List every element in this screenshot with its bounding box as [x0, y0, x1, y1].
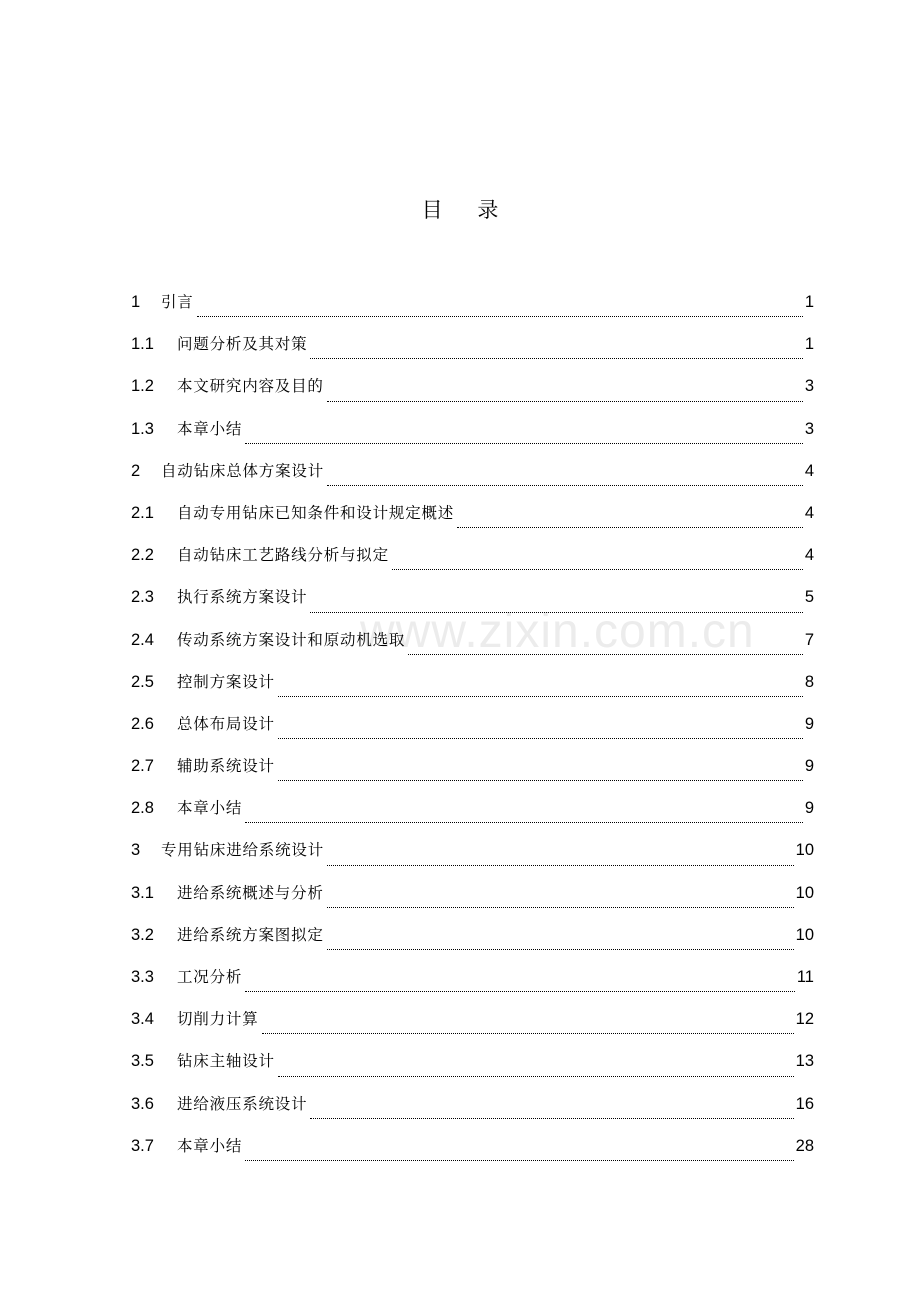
- toc-entry-page-number: 3: [804, 419, 814, 438]
- toc-entry-title: 问题分析及其对策: [177, 335, 308, 354]
- toc-entry-title: 专用钻床进给系统设计: [161, 841, 325, 860]
- toc-entry-title: 自动专用钻床已知条件和设计规定概述: [177, 503, 455, 522]
- toc-dot-leader: [310, 1118, 793, 1119]
- toc-dot-leader: [197, 316, 803, 317]
- toc-entry-page-number: 9: [804, 757, 814, 776]
- toc-entry[interactable]: [131, 288, 814, 330]
- toc-entry-page-number: 8: [804, 672, 814, 691]
- toc-title: 目 录: [421, 198, 513, 222]
- toc-entry-number: 2.2: [131, 546, 154, 565]
- toc-dot-leader: [327, 949, 794, 950]
- toc-entry-title: 引言: [161, 293, 194, 311]
- toc-entry-number: 1.2: [131, 377, 154, 396]
- toc-entry-page-number: 9: [804, 714, 814, 733]
- toc-dot-leader: [457, 527, 803, 528]
- toc-entry[interactable]: [131, 541, 814, 583]
- toc-entry-title: 自动钻床工艺路线分析与拟定: [177, 546, 389, 565]
- toc-entry-page-number: 4: [804, 503, 814, 522]
- toc-entry-page-number: 28: [795, 1136, 814, 1155]
- toc-entry-number: 2.7: [131, 757, 154, 776]
- toc-dot-leader: [310, 612, 802, 613]
- toc-entry-number: 2: [131, 461, 141, 480]
- toc-entry-number: 3: [131, 841, 141, 860]
- toc-entry-number: 2.8: [131, 799, 154, 818]
- toc-entry-title: 本章小结: [177, 419, 243, 438]
- toc-entry-page-number: 12: [795, 1010, 814, 1029]
- toc-entry-title: 进给系统方案图拟定: [177, 925, 324, 944]
- toc-entry-title: 总体布局设计: [177, 714, 275, 733]
- toc-entry-number: 3.3: [131, 968, 154, 986]
- toc-entry-number: 1.1: [131, 335, 154, 354]
- toc-entry-page-number: 10: [795, 841, 814, 860]
- toc-entry[interactable]: [131, 1132, 814, 1174]
- toc-entry-page-number: 4: [804, 546, 814, 565]
- toc-entry[interactable]: [131, 330, 814, 372]
- toc-dot-leader: [278, 1076, 794, 1077]
- toc-entry-title: 自动钻床总体方案设计: [161, 461, 325, 480]
- toc-entry[interactable]: [131, 710, 814, 752]
- toc-entry-title: 进给液压系统设计: [177, 1094, 308, 1113]
- toc-entry-page-number: 1: [804, 293, 814, 311]
- toc-entry-title: 切削力计算: [177, 1010, 259, 1029]
- toc-entry-number: 2.1: [131, 503, 154, 522]
- toc-entry[interactable]: [131, 1090, 814, 1132]
- toc-entry-title: 辅助系统设计: [177, 757, 275, 776]
- toc-entry-number: 3.1: [131, 883, 154, 902]
- toc-entry-page-number: 7: [804, 630, 814, 649]
- toc-entry-number: 2.5: [131, 672, 154, 691]
- toc-entry[interactable]: [131, 921, 814, 963]
- toc-entry[interactable]: [131, 372, 814, 414]
- toc-entry-title: 本章小结: [177, 799, 243, 818]
- watermark-text: www.zixin.com.cn: [360, 605, 755, 658]
- toc-entry-number: 3.2: [131, 925, 154, 944]
- toc-entry-page-number: 9: [804, 799, 814, 818]
- toc-dot-leader: [245, 991, 795, 992]
- toc-entry-page-number: 3: [804, 377, 814, 396]
- toc-dot-leader: [262, 1033, 794, 1034]
- toc-entry-number: 3.5: [131, 1052, 154, 1071]
- table-of-contents: [131, 288, 814, 1174]
- toc-dot-leader: [278, 738, 803, 739]
- toc-entry[interactable]: [131, 1005, 814, 1047]
- toc-entry-number: 1.3: [131, 419, 154, 438]
- toc-entry-title: 本章小结: [177, 1136, 243, 1155]
- toc-entry-number: 3.4: [131, 1010, 154, 1029]
- toc-entry-number: 2.3: [131, 588, 154, 607]
- toc-entry-title: 控制方案设计: [177, 672, 275, 691]
- toc-entry-page-number: 16: [795, 1094, 814, 1113]
- toc-dot-leader: [327, 401, 803, 402]
- toc-entry[interactable]: [131, 583, 814, 625]
- toc-dot-leader: [327, 907, 794, 908]
- toc-entry-title: 执行系统方案设计: [177, 588, 308, 607]
- toc-entry-page-number: 11: [796, 968, 814, 986]
- toc-dot-leader: [327, 865, 794, 866]
- toc-dot-leader: [310, 358, 802, 359]
- toc-dot-leader: [245, 443, 803, 444]
- toc-entry-number: 3.7: [131, 1136, 154, 1155]
- toc-entry-title: 工况分析: [177, 968, 243, 986]
- toc-entry[interactable]: [131, 752, 814, 794]
- toc-entry-page-number: 13: [795, 1052, 814, 1071]
- toc-dot-leader: [392, 569, 803, 570]
- toc-entry[interactable]: [131, 1047, 814, 1089]
- toc-entry[interactable]: [131, 836, 814, 878]
- toc-dot-leader: [278, 780, 803, 781]
- toc-dot-leader: [327, 485, 803, 486]
- toc-entry-page-number: 1: [804, 335, 814, 354]
- toc-entry-page-number: 10: [795, 925, 814, 944]
- toc-entry-page-number: 5: [804, 588, 814, 607]
- toc-entry-title: 进给系统概述与分析: [177, 883, 324, 902]
- toc-entry-title: 本文研究内容及目的: [177, 377, 324, 396]
- toc-entry[interactable]: [131, 415, 814, 457]
- toc-entry[interactable]: [131, 668, 814, 710]
- toc-entry[interactable]: [131, 499, 814, 541]
- toc-entry[interactable]: [131, 963, 814, 1005]
- toc-entry-title: 钻床主轴设计: [177, 1052, 275, 1071]
- toc-entry-title: 传动系统方案设计和原动机选取: [177, 630, 406, 649]
- toc-entry-page-number: 4: [804, 461, 814, 480]
- toc-dot-leader: [245, 822, 803, 823]
- toc-entry[interactable]: [131, 626, 814, 668]
- toc-dot-leader: [278, 696, 803, 697]
- toc-entry-page-number: 10: [795, 883, 814, 902]
- toc-entry-number: 2.4: [131, 630, 154, 649]
- toc-entry-number: 1: [131, 293, 141, 311]
- toc-entry[interactable]: [131, 879, 814, 921]
- toc-entry-number: 3.6: [131, 1094, 154, 1113]
- toc-entry[interactable]: [131, 794, 814, 836]
- toc-entry-number: 2.6: [131, 714, 154, 733]
- toc-dot-leader: [245, 1160, 793, 1161]
- toc-entry[interactable]: [131, 457, 814, 499]
- toc-dot-leader: [408, 654, 803, 655]
